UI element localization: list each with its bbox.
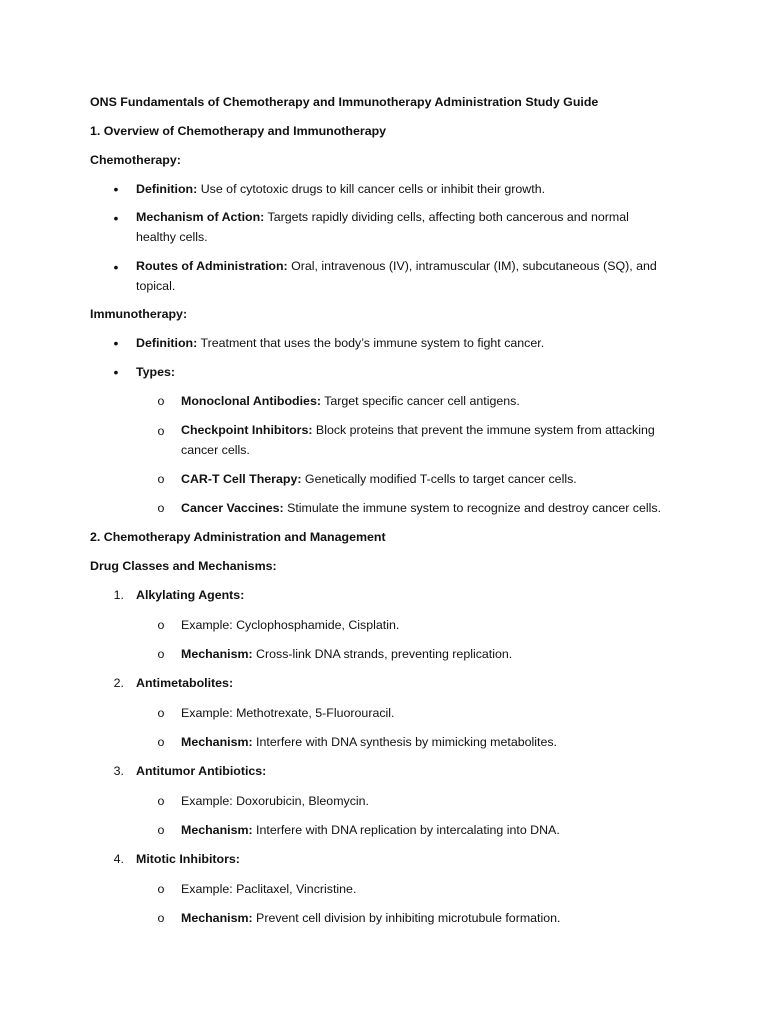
drug-class-name: Antimetabolites: [136,676,234,690]
item-label: Mechanism: [181,911,253,925]
drug-mechanism [181,646,512,662]
item-label: Checkpoint Inhibitors: [181,423,313,437]
list-number: 4. [113,852,124,866]
item-label: CAR-T Cell Therapy: [181,472,302,486]
sub-bullet-marker: o [157,618,165,632]
section-2-heading: 2. Chemotherapy Administration and Management [90,530,386,544]
item-label: Cancer Vaccines: [181,501,284,515]
item-label: Monoclonal Antibodies: [181,394,321,408]
list-number: 3. [113,764,124,778]
item-text: Interfere with DNA synthesis by mimicking metabolites. [252,735,557,749]
item-label: Types: [136,365,176,379]
drug-classes-heading: Drug Classes and Mechanisms: [90,559,277,573]
item-text: Treatment that uses the body’s immune system to fight cancer. [197,336,545,350]
immunotherapy-heading: Immunotherapy: [90,307,188,321]
type-checkpoint-item [181,421,681,460]
type-cart-item [181,471,577,487]
drug-example: Example: Doxorubicin, Bleomycin. [181,794,370,808]
sub-bullet-marker: o [157,706,165,720]
drug-mechanism [181,910,560,926]
item-text: Oral, intravenous (IV), intramuscular (IM), subcutaneous (SQ), and topical. [136,259,657,293]
sub-bullet-marker: o [157,794,165,808]
drug-mechanism [181,734,557,750]
item-label: Mechanism: [181,647,253,661]
chemotherapy-heading: Chemotherapy: [90,153,181,167]
list-number: 1. [113,588,124,602]
type-monoclonal-item [181,393,520,409]
sub-bullet-marker: o [157,501,165,515]
sub-bullet-marker: o [157,911,165,925]
immuno-definition-item [136,335,544,351]
item-text: Cross-link DNA strands, preventing replication. [252,647,513,661]
chemo-routes-item [136,257,666,296]
item-text: Block proteins that prevent the immune system from attacking cancer cells. [181,423,655,457]
drug-example: Example: Paclitaxel, Vincristine. [181,882,357,896]
sub-bullet-marker: o [157,647,165,661]
chemo-mechanism-item [136,208,651,247]
item-text: Targets rapidly dividing cells, affecting both cancerous and normal healthy cells. [136,210,629,244]
bullet-marker: • [113,210,119,226]
item-label: Definition: [136,182,198,196]
drug-example: Example: Methotrexate, 5-Fluorouracil. [181,706,395,720]
bullet-marker: • [113,181,119,197]
item-text: Genetically modified T-cells to target cancer cells. [301,472,577,486]
sub-bullet-marker: o [157,472,165,486]
list-number: 2. [113,676,124,690]
section-1-heading: 1. Overview of Chemotherapy and Immunotherapy [90,124,387,138]
bullet-marker: • [113,335,119,351]
chemo-definition-item [136,181,545,197]
item-text: Use of cytotoxic drugs to kill cancer cells or inhibit their growth. [197,182,546,196]
type-vaccines-item [181,500,661,516]
sub-bullet-marker: o [157,424,165,438]
item-text: Interfere with DNA replication by intercalating into DNA. [252,823,560,837]
immuno-types-item [136,364,175,380]
sub-bullet-marker: o [157,823,165,837]
drug-mechanism [181,822,560,838]
drug-class-name: Alkylating Agents: [136,588,245,602]
item-label: Routes of Administration: [136,259,288,273]
item-text: Stimulate the immune system to recognize and destroy cancer cells. [283,501,662,515]
item-label: Definition: [136,336,198,350]
document-title: ONS Fundamentals of Chemotherapy and Immunotherapy Administration Study Guide [90,95,599,109]
item-text: Prevent cell division by inhibiting microtubule formation. [252,911,561,925]
sub-bullet-marker: o [157,882,165,896]
drug-class-name: Antitumor Antibiotics: [136,764,267,778]
item-label: Mechanism of Action: [136,210,265,224]
sub-bullet-marker: o [157,394,165,408]
bullet-marker: • [113,259,119,275]
drug-class-name: Mitotic Inhibitors: [136,852,240,866]
item-label: Mechanism: [181,823,253,837]
sub-bullet-marker: o [157,735,165,749]
bullet-marker: • [113,364,119,380]
item-text: Target specific cancer cell antigens. [320,394,520,408]
drug-example: Example: Cyclophosphamide, Cisplatin. [181,618,400,632]
item-label: Mechanism: [181,735,253,749]
